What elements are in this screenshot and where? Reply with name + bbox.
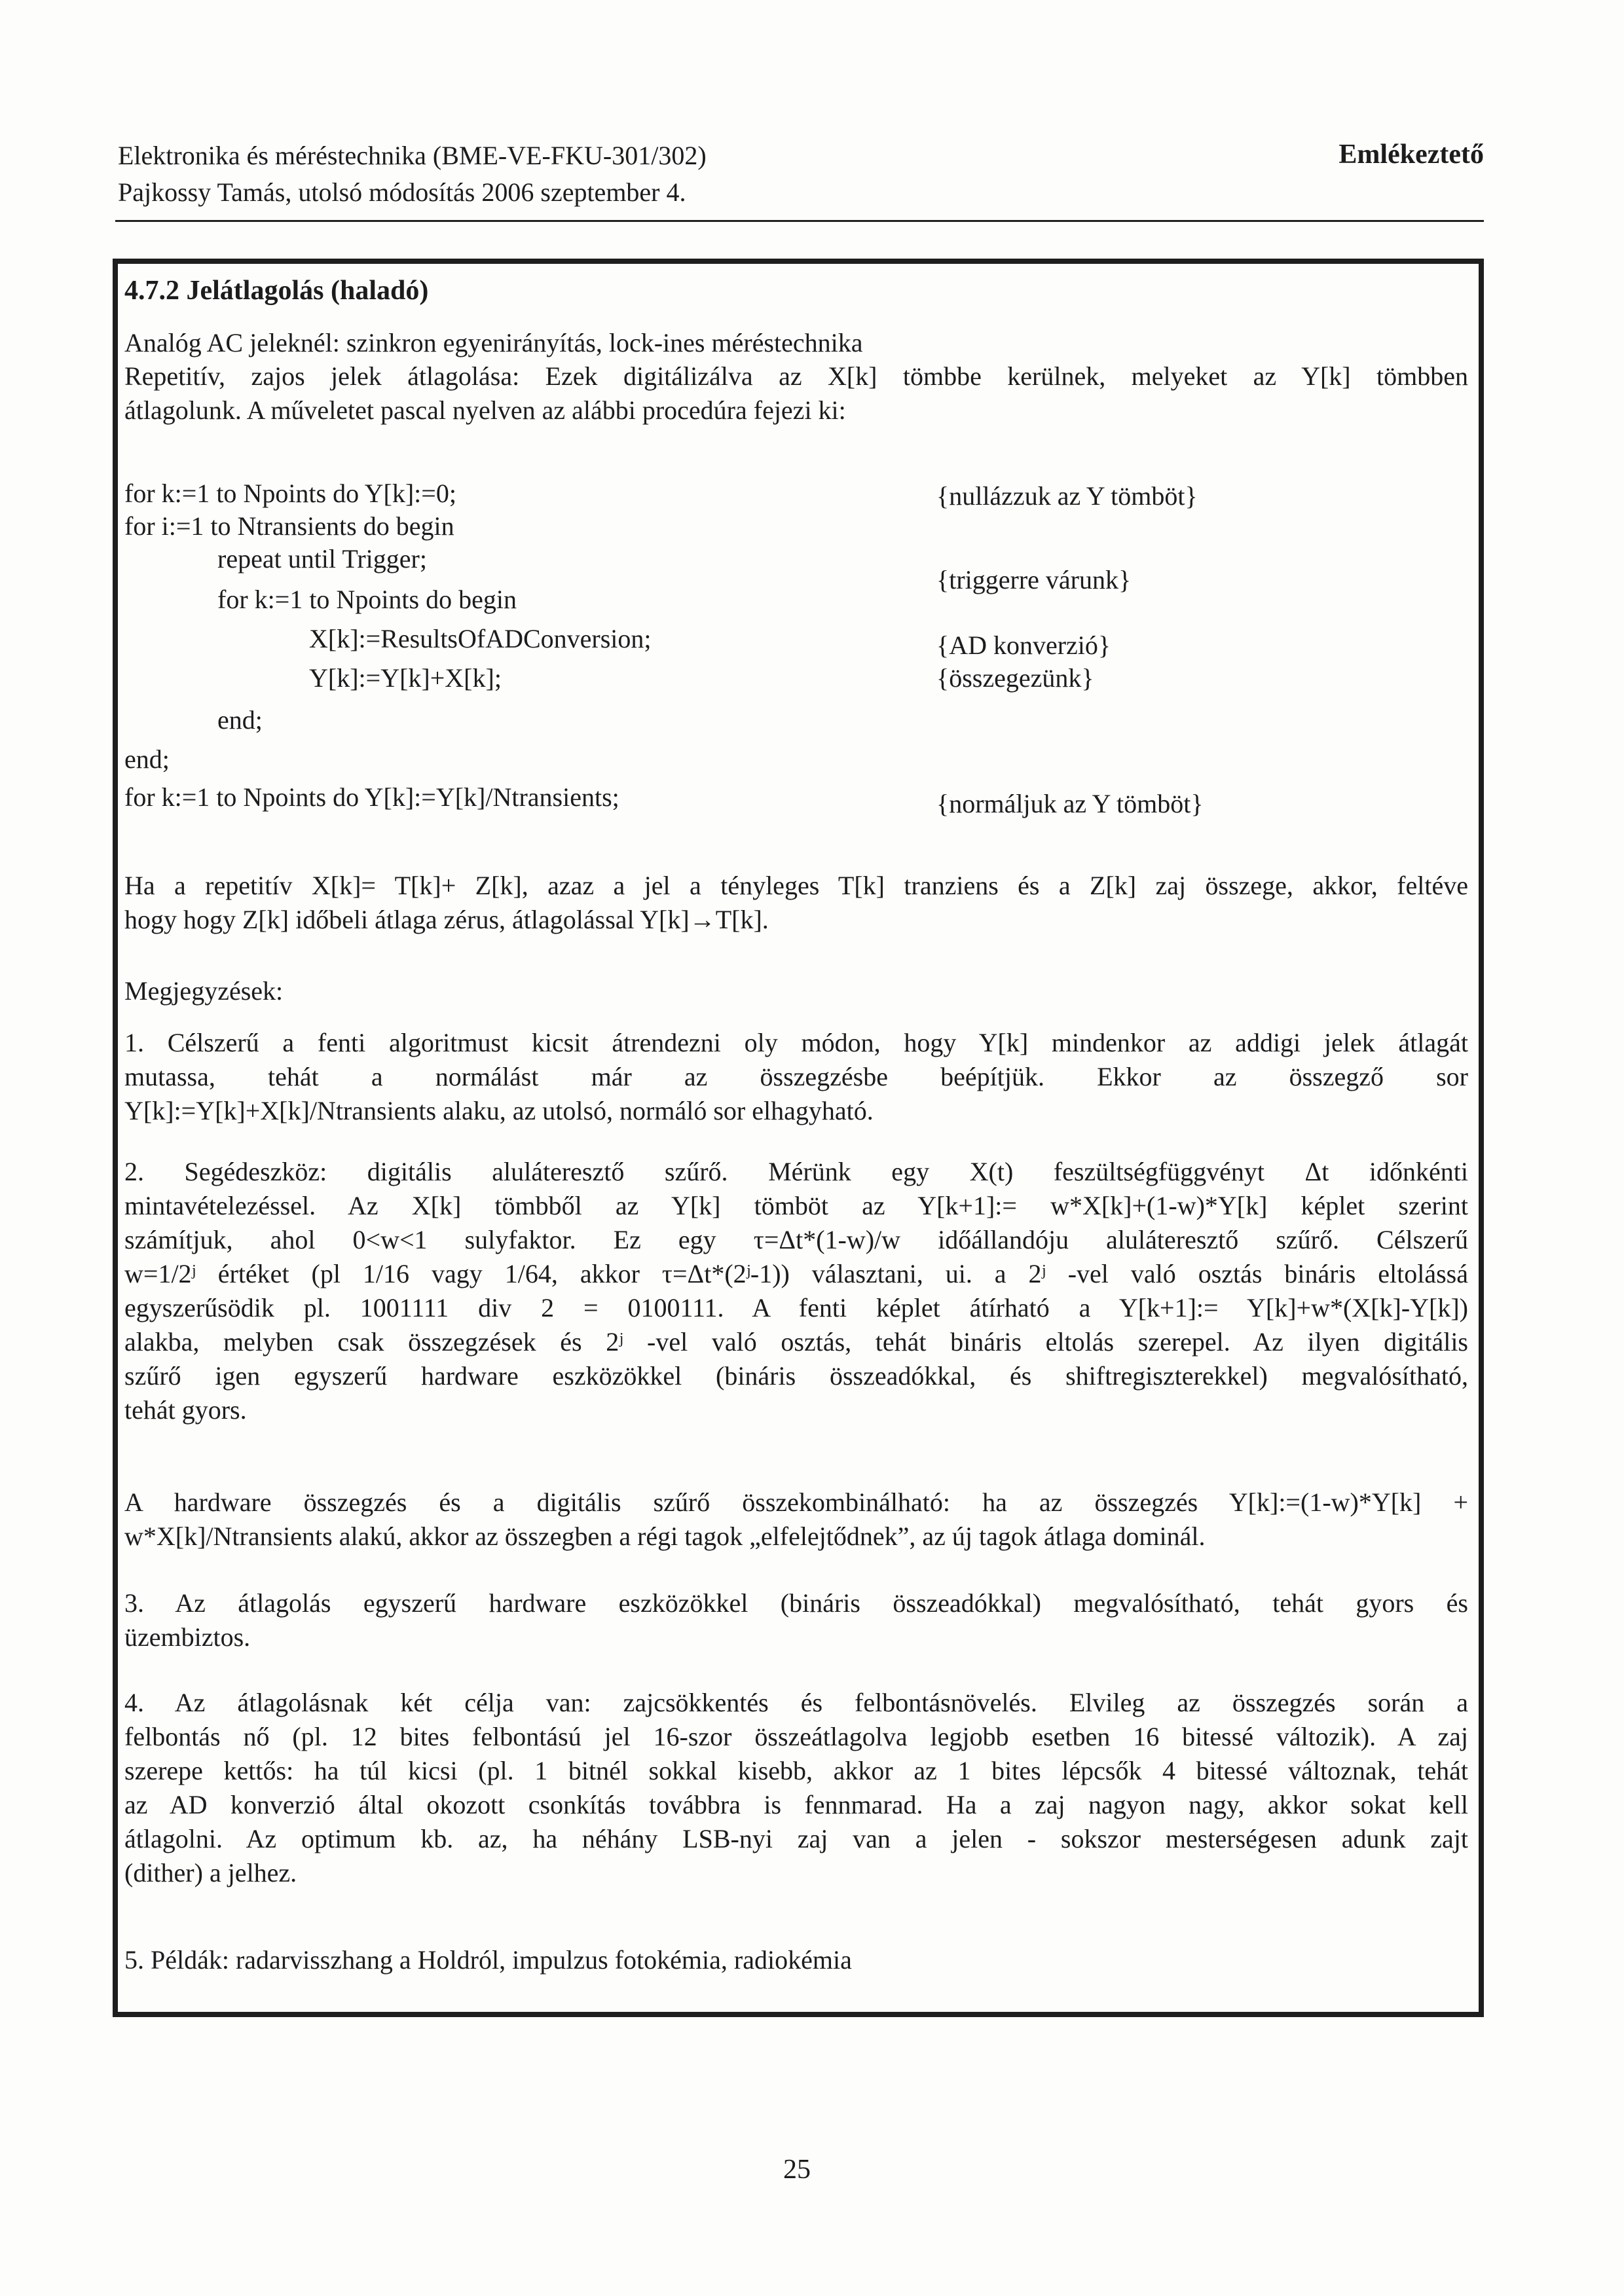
intro-paragraph <box>124 359 1468 428</box>
note-line: w=1/2ʲ értéket (pl 1/16 vagy 1/64, akkor τ=Δt*(2ʲ-1)) választani, ui. a 2ʲ -vel való osztás bináris eltolássá <box>124 1259 1468 1288</box>
intro-line-analog: Analóg AC jeleknél: szinkron egyenirányítás, lock-ines méréstechnika <box>124 328 863 357</box>
note-line: felbontás nő (pl. 12 bites felbontású jel 16-szor összeátlagolva legjobb esetben 16 bitessé változik). A zaj <box>124 1722 1468 1751</box>
explanation-line: hogy hogy Z[k] időbeli átlaga zérus, átlagolással Y[k]→T[k]. <box>124 905 769 934</box>
note-line: mintavételezéssel. Az X[k] tömbből az Y[k] tömböt az Y[k+1]:= w*X[k]+(1-w)*Y[k] képlet szerint <box>124 1191 1468 1220</box>
note-4 <box>124 1686 1468 1890</box>
code-comment: {összegezünk} <box>936 663 1094 693</box>
note-line: számítjuk, ahol 0<w<1 sulyfaktor. Ez egy τ=Δt*(1-w)/w időállandóju aluláteresztő szűrő. Célszerű <box>124 1225 1468 1254</box>
notes-title: Megjegyzések: <box>124 976 284 1006</box>
note-line: A hardware összegzés és a digitális szűrő összekombinálható: ha az összegzés Y[k]:=(1-w)*Y[k] + <box>124 1487 1468 1517</box>
note-2-continuation <box>124 1485 1468 1554</box>
intro-line: átlagolunk. A műveletet pascal nyelven az alábbi procedúra fejezi ki: <box>124 395 846 425</box>
note-line: (dither) a jelhez. <box>124 1858 297 1887</box>
code-line: X[k]:=ResultsOfADConversion; <box>309 624 652 653</box>
note-line: szűrő igen egyszerű hardware eszközökkel (bináris összeadókkal, és shiftregiszterekkel) megvalósítható, <box>124 1361 1468 1391</box>
code-line: Y[k]:=Y[k]+X[k]; <box>309 663 502 693</box>
code-comment: {normáljuk az Y tömböt} <box>936 789 1204 818</box>
note-line: szerepe kettős: ha túl kicsi (pl. 1 bitnél sokkal kisebb, akkor az 1 bites lépcsők 4 bitessé változnak, tehát <box>124 1756 1468 1785</box>
note-line: az AD konverzió által okozott csonkítás továbbra is fennmarad. Ha a zaj nagyon nagy, akkor sokat kell <box>124 1790 1468 1819</box>
code-line: repeat until Trigger; <box>217 544 427 574</box>
note-line: 2. Segédeszköz: digitális aluláteresztő szűrő. Mérünk egy X(t) feszültségfüggvényt Δt időnkénti <box>124 1157 1468 1186</box>
note-line: 3. Az átlagolás egyszerű hardware eszközökkel (bináris összeadókkal) megvalósítható, tehát gyors és <box>124 1588 1468 1618</box>
note-line: 4. Az átlagolásnak két célja van: zajcsökkentés és felbontásnövelés. Elvileg az összegzés során a <box>124 1688 1468 1717</box>
note-line: w*X[k]/Ntransients alakú, akkor az összegben a régi tagok „elfelejtődnek”, az új tagok átlaga dominál. <box>124 1522 1206 1551</box>
note-5: 5. Példák: radarvisszhang a Holdról, impulzus fotokémia, radiokémia <box>124 1945 852 1975</box>
code-line: end; <box>217 705 263 735</box>
note-line: 1. Célszerű a fenti algoritmust kicsit átrendezni oly módon, hogy Y[k] mindenkor az addigi jelek átlagát <box>124 1028 1468 1057</box>
note-line: tehát gyors. <box>124 1395 247 1425</box>
code-line: for i:=1 to Ntransients do begin <box>124 511 454 541</box>
intro-line: Repetitív, zajos jelek átlagolása: Ezek digitálizálva az X[k] tömbbe kerülnek, melyeket az Y[k] tömbben <box>124 361 1468 391</box>
code-line: end; <box>124 744 170 774</box>
header-author-date: Pajkossy Tamás, utolsó módosítás 2006 szeptember 4. <box>118 177 686 207</box>
code-comment: {nullázzuk az Y tömböt} <box>936 481 1198 511</box>
code-comment: {AD konverzió} <box>936 630 1111 660</box>
note-line: átlagolni. Az optimum kb. az, ha néhány LSB-nyi zaj van a jelen - sokszor mesterségesen adunk zajt <box>124 1824 1468 1853</box>
content-frame <box>113 259 1484 2017</box>
header-course-info <box>118 137 707 211</box>
section-heading: 4.7.2 Jelátlagolás (haladó) <box>124 276 429 306</box>
code-line: for k:=1 to Npoints do Y[k]:=Y[k]/Ntransients; <box>124 782 619 812</box>
note-line: alakba, melyben csak összegzések és 2ʲ -vel való osztás, tehát bináris eltolás szerepel. Az ilyen digitális <box>124 1327 1468 1357</box>
note-line: Y[k]:=Y[k]+X[k]/Ntransients alaku, az utolsó, normáló sor elhagyható. <box>124 1096 874 1125</box>
code-comment: {triggerre várunk} <box>936 565 1132 594</box>
page-number: 25 <box>783 2155 811 2185</box>
note-line: üzembiztos. <box>124 1622 251 1652</box>
note-1 <box>124 1026 1468 1128</box>
code-line: for k:=1 to Npoints do begin <box>217 585 517 614</box>
explanation-line: Ha a repetitív X[k]= T[k]+ Z[k], azaz a jel a tényleges T[k] tranziens és a Z[k] zaj összege, akkor, feltéve <box>124 871 1468 900</box>
note-2 <box>124 1155 1468 1427</box>
note-line: mutassa, tehát a normálást már az összegzésbe beépítjük. Ekkor az összegző sor <box>124 1062 1468 1091</box>
note-line: egyszerűsödik pl. 1001111 div 2 = 0100111. A fenti képlet átírható a Y[k+1]:= Y[k]+w*(X[k]-Y[k]) <box>124 1293 1468 1322</box>
average-explanation <box>124 869 1468 937</box>
note-3 <box>124 1586 1468 1654</box>
code-line: for k:=1 to Npoints do Y[k]:=0; <box>124 479 456 508</box>
header-divider <box>115 220 1484 222</box>
header-course-title: Elektronika és méréstechnika (BME-VE-FKU-301/302) <box>118 141 707 170</box>
header-section-label: Emlékeztető <box>1338 139 1484 170</box>
